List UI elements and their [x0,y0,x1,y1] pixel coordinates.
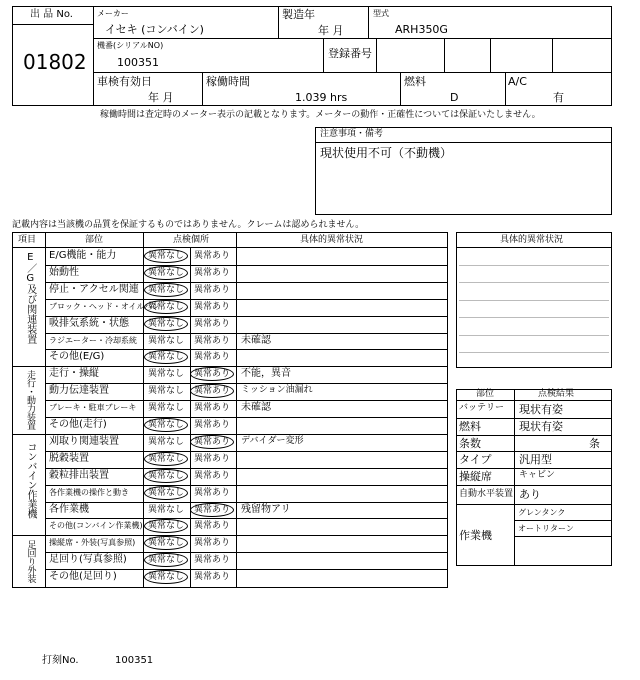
row-ok-label: 異常なし [148,488,185,498]
section-engine: E／G及び関連装置 [24,252,36,344]
row-ng-label: 異常あり [194,538,231,548]
row-ok-circle [144,553,188,567]
row-ng-label: 異常あり [194,505,231,515]
row-ok-circle [144,350,188,364]
row-ng-label: 異常あり [194,369,231,379]
lot-number: 01802 [23,50,87,74]
right-detail-line [459,282,609,283]
notes-value: 現状使用不可（不動機） [320,146,453,160]
lot-label: 出 品 No. [30,9,73,20]
row-part: 脱穀装置 [49,453,89,464]
row-ng-label: 異常あり [194,285,231,295]
col-detail-header: 具体的異常状況 [300,235,364,245]
work-item-auto-return: オートリターン [518,524,574,533]
row-ng-label: 異常あり [194,352,231,362]
ac-label: A/C [508,75,527,88]
auto-level-value: あり [519,488,541,501]
row-ok-label: 異常なし [148,454,185,464]
result-part: タイプ [459,453,492,466]
inspection-label: 車検有効日 [97,75,152,88]
notes-box [315,127,612,215]
hours-value: 1.039 hrs [295,91,348,104]
row-ng-label: 異常あり [194,386,231,396]
row-ng-label: 異常あり [194,319,231,329]
row-ok-label: 異常なし [148,319,185,329]
row-ok-label: 異常なし [148,336,185,346]
row-part: その他(コンバイン作業機) [49,521,143,530]
row-ng-label: 異常あり [194,268,231,278]
row-ng-circle [190,384,234,398]
row-ng-label: 異常あり [194,572,231,582]
row-part: 各作業機の操作と動き [49,488,129,497]
row-ok-circle [144,283,188,297]
fuel-label: 燃料 [404,75,426,88]
row-ok-circle [144,317,188,331]
row-ok-label: 異常なし [148,285,185,295]
row-part: 刈取り関連装置 [49,436,119,447]
row-ok-label: 異常なし [148,505,185,515]
results-result-header: 点検結果 [538,389,575,399]
section-undercarriage: 足回り外装 [25,540,36,583]
serial-value: 100351 [117,56,159,69]
right-detail-title: 具体的異常状況 [500,235,564,245]
row-part: ブロック・ヘッド・オイルパン [49,302,160,311]
row-detail: ミッション油漏れ [241,385,313,395]
row-ok-circle [144,452,188,466]
row-detail: 未確認 [241,335,271,346]
row-ok-circle [144,486,188,500]
row-ng-label: 異常あり [194,420,231,430]
ac-value: 有 [553,91,564,104]
auto-level-label: 自動水平装置 [459,489,514,499]
row-ok-circle [144,519,188,533]
row-detail: 不能，異音 [241,368,291,379]
registration-label: 登録番号 [328,47,372,60]
row-ok-circle [144,300,188,314]
row-ng-circle [190,435,234,449]
work-item-grain-tank: グレンタンク [518,508,566,517]
stamp-label: 打刻No. [42,655,79,666]
row-ok-label: 異常なし [148,471,185,481]
inspection-suffix: 年 月 [148,91,174,104]
row-part: 動力伝達装置 [49,385,109,396]
row-ok-label: 異常なし [148,437,185,447]
row-part: 穀粒排出装置 [49,470,109,481]
result-value: 現状有姿 [519,420,563,433]
serial-label: 機番(シリアルNO) [97,41,164,50]
section-drive: 走行・動力装置 [25,370,35,430]
row-part: その他(走行) [49,419,107,430]
year-label: 製造年 [282,8,315,21]
row-part: 吸排気系統・状態 [49,318,129,329]
row-ng-label: 異常あり [194,471,231,481]
result-value: キャビン [519,470,556,480]
result-part: 燃料 [459,420,481,433]
row-ng-circle [190,503,234,517]
hours-label: 稼働時間 [206,75,250,88]
maker-value: イセキ (コンバイン) [105,23,204,36]
row-ng-label: 異常あり [194,302,231,312]
row-detail: 残留物アリ [241,504,291,515]
row-ok-label: 異常なし [148,369,185,379]
right-detail-line [459,300,609,301]
row-ng-label: 異常あり [194,521,231,531]
row-part: 操縦席・外装(写真参照) [49,538,136,547]
row-ok-label: 異常なし [148,538,185,548]
row-ok-circle [144,266,188,280]
result-part: 条数 [459,437,481,450]
row-ng-label: 異常あり [194,488,231,498]
row-part: その他(足回り) [49,571,117,582]
result-unit: 条 [589,437,600,450]
row-ng-label: 異常あり [194,437,231,447]
row-part: 走行・操縦 [49,368,99,379]
row-ok-circle [144,570,188,584]
row-part: 始動性 [49,267,79,278]
row-ng-label: 異常あり [194,251,231,261]
row-ok-circle [144,469,188,483]
row-ok-label: 異常なし [148,555,185,565]
result-value: 汎用型 [519,453,552,466]
stamp-value: 100351 [115,655,154,666]
section-combine: コンバイン作業機 [25,442,36,518]
row-ok-label: 異常なし [148,403,185,413]
row-ng-circle [190,367,234,381]
right-detail-line [459,335,609,336]
row-ok-label: 異常なし [148,352,185,362]
row-detail: デバイダー変形 [241,436,304,446]
hours-note: 稼働時間は査定時のメーター表示の記載となります。メーターの動作・正確性については保証いたしません。 [100,110,541,120]
col-item-header: 項目 [18,235,37,245]
row-ok-label: 異常なし [148,302,185,312]
row-part: 停止・アクセル関連 [49,284,139,295]
maker-label: メーカー [97,9,129,18]
row-part: 各作業機 [49,504,89,515]
right-detail-line [459,352,609,353]
row-part: ラジエーター・冷却系統 [49,336,137,345]
row-part: その他(E/G) [49,351,105,362]
row-part: ブレーキ・駐車ブレーキ [49,403,137,412]
row-ng-label: 異常あり [194,336,231,346]
work-label: 作業機 [459,529,492,542]
row-ok-label: 異常なし [148,420,185,430]
row-ok-label: 異常なし [148,251,185,261]
row-ok-label: 異常なし [148,386,185,396]
model-value: ARH350G [395,23,448,36]
row-part: 足回り(写真参照) [49,554,127,565]
row-ng-label: 異常あり [194,454,231,464]
col-part-header: 部位 [85,235,104,245]
fuel-value: D [450,91,459,104]
row-ng-label: 異常あり [194,403,231,413]
results-part-header: 部位 [476,389,495,399]
row-ok-label: 異常なし [148,521,185,531]
right-detail-line [459,317,609,318]
result-part: 操縦席 [459,470,492,483]
disclaimer: 記載内容は当該機の品質を保証するものではありません。クレームは認められません。 [12,220,365,230]
row-ok-circle [144,418,188,432]
result-part: バッテリー [459,403,505,413]
row-ok-label: 異常なし [148,572,185,582]
notes-label: 注意事項・備考 [320,129,384,139]
col-check-header: 点検個所 [173,235,210,245]
row-detail: 未確認 [241,402,271,413]
right-detail-line [459,265,609,266]
result-value: 現状有姿 [519,403,563,416]
row-ok-circle [144,536,188,550]
row-ok-label: 異常なし [148,268,185,278]
row-part: E/G機能・能力 [49,250,117,261]
model-label: 型式 [373,9,389,18]
year-suffix: 年 月 [318,24,344,37]
row-ng-label: 異常あり [194,555,231,565]
row-ok-circle [144,249,188,263]
